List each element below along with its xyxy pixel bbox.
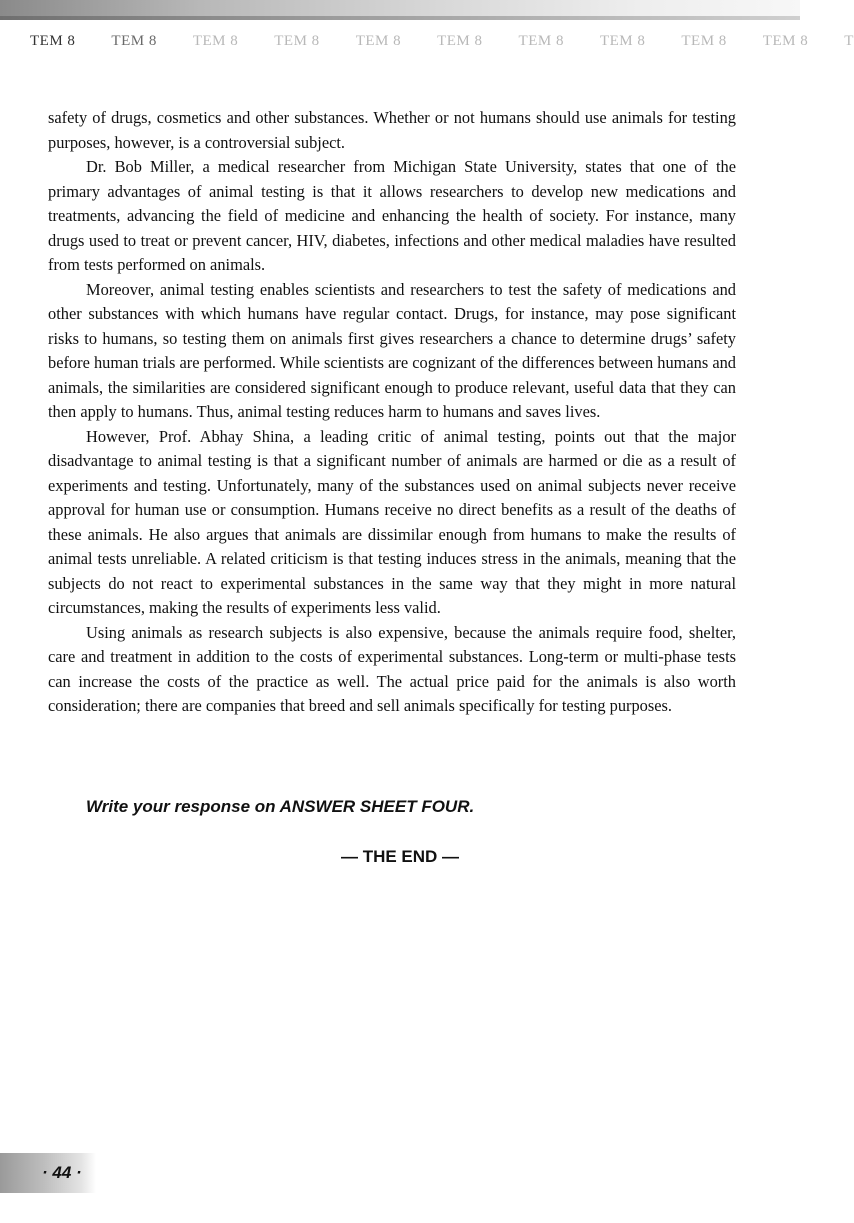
header-label: TEM 8 bbox=[274, 32, 320, 49]
top-decorative-band bbox=[0, 0, 800, 20]
header-label: TEM 8 bbox=[30, 32, 76, 49]
paragraph-cost: Using animals as research subjects is also expensive, because the animals require food, shelter, care and treatment in addition to the costs of experimental substances. Long-term or multi-phase tests can increase the costs of the practice as well. The actual price paid for the animals is also worth consideration; there are companies that breed and sell animals specifically for testing purposes. bbox=[48, 622, 736, 715]
header-label: TEM 8 bbox=[437, 32, 483, 49]
running-header bbox=[0, 30, 854, 52]
header-label: TEM 8 bbox=[192, 32, 239, 49]
end-marker: — THE END — bbox=[340, 847, 460, 866]
page-number: · 44 · bbox=[42, 1163, 82, 1182]
paragraph-safety: Moreover, animal testing enables scientists and researchers to test the safety of medications and other substances with which humans have regular contact. Drugs, for instance, may pose significant risks to humans, so testing them on animals first gives researchers a chance to determine drugs’ safety before human trials are performed. While scientists are cognizant of the differences between humans and animals, the similarities are considered significant enough to produce relevant, useful data that they can then apply to humans. Thus, animal testing reduces harm to humans and saves lives. bbox=[48, 279, 736, 421]
paragraph-disadvantages: However, Prof. Abhay Shina, a leading critic of animal testing, points out that the major disadvantage to animal testing is that a significant number of animals are harmed or die as a result of experiments and testing. Unfortunately, many of the substances used on animal subjects never receive approval for human use or consumption. Humans receive no direct benefits as a result of the deaths of these animals. He also argues that animals are dissimilar enough from humans to make the results of animal tests unreliable. A related criticism is that testing induces stress in the animals, meaning that the subjects do not react to experimental substances in the same way that they might in more natural circumstances, making the results of experiments less valid. bbox=[48, 426, 736, 617]
answer-sheet-instruction: Write your response on ANSWER SHEET FOUR. bbox=[86, 797, 475, 816]
header-label: TEM 8 bbox=[762, 32, 809, 49]
paragraph-continued: safety of drugs, cosmetics and other substances. Whether or not humans should use animals for testing purposes, however, is a controversial subject. bbox=[48, 108, 736, 152]
header-label: TEM 8 bbox=[599, 32, 646, 49]
passage-body bbox=[48, 106, 736, 719]
header-label: TEM 8 bbox=[111, 32, 157, 49]
header-label: TEM 8 bbox=[681, 32, 727, 49]
paragraph-advantages: Dr. Bob Miller, a medical researcher from Michigan State University, states that one of the primary advantages of animal testing is that it allows researchers to develop new medications and treatments, advancing the field of medicine and enhancing the health of society. For instance, many drugs used to treat or prevent cancer, HIV, diabetes, infections and other medical maladies have resulted from tests performed on animals. bbox=[48, 157, 736, 274]
header-label: TEM 8 bbox=[355, 32, 402, 49]
header-label: T bbox=[844, 32, 854, 49]
header-label: TEM 8 bbox=[518, 32, 564, 49]
